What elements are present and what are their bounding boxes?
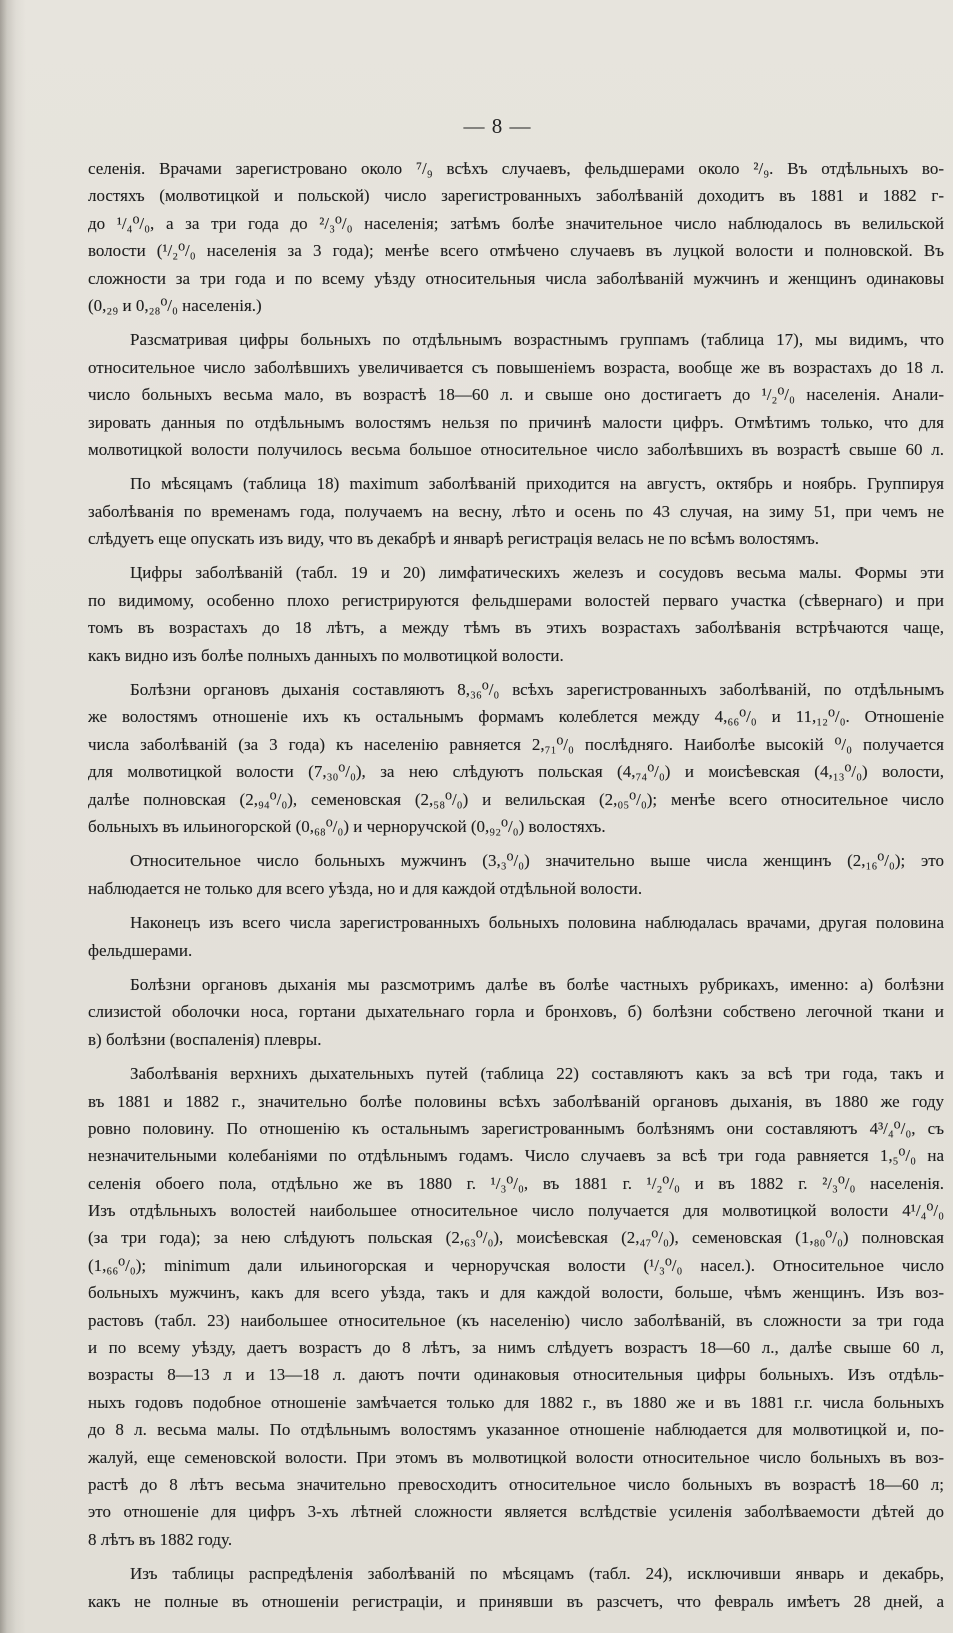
text-line: (за три года); за нею слѣдуютъ польская (2,₆₃⁰/₀), моисѣевская (2,₄₇⁰/₀), семеновская (1,₈₀⁰/₀) полновская xyxy=(88,1228,944,1248)
text-line: же волостямъ отношеніе ихъ къ остальнымъ формамъ колеблется между 4,₆₆⁰/₀ и 11,₁₂⁰/₀. Отношеніе xyxy=(88,707,944,727)
text-line: зировать данныя по отдѣльнымъ волостямъ нельзя по причинѣ малости цифръ. Отмѣтимъ только, что для xyxy=(88,412,944,432)
paragraph xyxy=(88,847,944,902)
text-line: больныхъ мужчинъ, какъ для всего уѣзда, такъ и для каждой волости, больше, чѣмъ женщинъ. Изъ воз- xyxy=(88,1283,944,1303)
text-line: Цифры заболѣваній (табл. 19 и 20) лимфатическихъ железъ и сосудовъ весьма малы. Формы эти xyxy=(130,563,944,583)
text-line: жалуй, еще семеновской волости. При этомъ въ молвотицкой волости относительное число больныхъ въ воз- xyxy=(88,1447,944,1467)
text-line: Относительное число больныхъ мужчинъ (3,₃⁰/₀) значительно выше числа женщинъ (2,₁₆⁰/₀); это xyxy=(130,851,944,871)
text-line: и по всему уѣзду, даетъ возрастъ до 8 лѣтъ, за нимъ слѣдуетъ возрастъ 18—60 л., далѣе свыше 60 л, xyxy=(88,1338,944,1358)
text-line: Разсматривая цифры больныхъ по отдѣльнымъ возрастнымъ группамъ (таблица 17), мы видимъ, что xyxy=(130,330,944,350)
text-line: возрасты 8—13 л и 13—18 л. даютъ почти одинаковыя относительныя цифры больныхъ. Изъ отдѣль- xyxy=(88,1365,944,1385)
text-line: (1,₆₆⁰/₀); minimum дали ильиногорская и черноручская волости (¹/₃⁰/₀ насел.). Относительное число xyxy=(88,1255,944,1275)
text-line: незначительными колебаніями по отдѣльнымъ годамъ. Число случаевъ за всѣ три года равняется 1,₅⁰/₀ на xyxy=(88,1146,944,1166)
text-line: Болѣзни органовъ дыханія мы разсмотримъ далѣе въ болѣе частныхъ рубрикахъ, именно: а) болѣзни xyxy=(130,974,944,994)
text-line: (0,₂₉ и 0,₂₈⁰/₀ населенія.) xyxy=(88,295,262,315)
text-line: какъ не полные въ отношеніи регистраціи, и принявши въ разсчетъ, что февраль имѣетъ 28 дней, а xyxy=(88,1591,944,1611)
text-line: слизистой оболочки носа, гортани дыхательнаго горла и бронховъ, б) болѣзни собствено легочной ткани и xyxy=(88,1002,944,1022)
text-line: наблюдается не только для всего уѣзда, но и для каждой отдѣльной волости. xyxy=(88,878,643,898)
text-line: растовъ (табл. 23) наибольшее относительное (къ населенію) число заболѣваній, въ сложности за три года xyxy=(88,1310,944,1330)
text-line: волости (¹/₂⁰/₀ населенія за 3 года); менѣе всего отмѣчено случаевъ въ луцкой волости и полновской. Въ xyxy=(88,241,944,261)
text-line: Заболѣванія верхнихъ дыхательныхъ путей (таблица 22) составляютъ какъ за всѣ три года, такъ и xyxy=(130,1064,944,1084)
text-line: до ¹/₄⁰/₀, а за три года до ²/₃⁰/₀ населенія; затѣмъ болѣе значительное число наблюдалось въ велильской xyxy=(88,213,944,233)
document-body xyxy=(88,155,944,1622)
paragraph xyxy=(88,326,944,463)
text-line: Изъ таблицы распредѣленія заболѣваній по мѣсяцамъ (табл. 24), исключивши январь и декабрь, xyxy=(130,1564,944,1584)
text-line: до 8 л. весьма малы. По отдѣльнымъ волостямъ указанное отношеніе наблюдается для молвотицкой и, по- xyxy=(88,1420,944,1440)
text-line: ныхъ годовъ подобное отношеніе замѣчается только для 1882 г., въ 1880 же и въ 1881 г.г. числа больныхъ xyxy=(88,1392,944,1412)
text-line: сложности за три года и по всему уѣзду относительныя числа заболѣваній мужчинъ и женщинъ одинаковы xyxy=(88,268,944,288)
paragraph xyxy=(88,1560,944,1615)
text-line: Наконецъ изъ всего числа зарегистрованныхъ больныхъ половина наблюдалась врачами, другая половина xyxy=(130,913,944,933)
text-line: Болѣзни органовъ дыханія составляютъ 8,₃₆⁰/₀ всѣхъ зарегистрованныхъ заболѣваній, по отдѣльнымъ xyxy=(130,680,944,700)
text-line: селенія обоего пола, отдѣльно же въ 1880 г. ¹/₃⁰/₀, въ 1881 г. ¹/₂⁰/₀ и въ 1882 г. ²/₃⁰/₀ населенія. xyxy=(88,1173,944,1193)
text-line: заболѣванія по временамъ года, получаемъ на весну, лѣто и осень по 43 случая, на зиму 51, при чемъ не xyxy=(88,501,944,521)
text-line: лостяхъ (молвотицкой и польской) число зарегистрованныхъ заболѣваній доходитъ въ 1881 и 1882 г- xyxy=(88,186,944,206)
page-number: — 8 — xyxy=(463,114,532,138)
text-line: ровно половину. По отношенію къ остальнымъ зарегистрованнымъ болѣзнямъ они составляютъ 4³/₄⁰/₀, съ xyxy=(88,1118,944,1138)
text-line: По мѣсяцамъ (таблица 18) maximum заболѣваній приходится на августъ, октябрь и ноябрь. Группируя xyxy=(130,474,944,494)
text-line: молвотицкой волости получилось весьма большое относительное число заболѣвшихъ въ возрастѣ свыше 60 л. xyxy=(88,439,944,459)
paragraph xyxy=(88,559,944,669)
text-line: далѣе полновская (2,₉₄⁰/₀), семеновская (2,₅₈⁰/₀) и велильская (2,₀₅⁰/₀); менѣе всего относительное число xyxy=(88,789,944,809)
text-line: фельдшерами. xyxy=(88,940,193,960)
paragraph xyxy=(88,971,944,1053)
text-line: селенія. Врачами зарегистровано около ⁷/₉ всѣхъ случаевъ, фельдшерами около ²/₉. Въ отдѣльныхъ во- xyxy=(88,159,944,178)
text-line: для молвотицкой волости (7,₃₀⁰/₀), за нею слѣдуютъ польская (4,₇₄⁰/₀) и моисѣевская (4,₁₃⁰/₀) волости, xyxy=(88,762,944,782)
text-line: числа заболѣваній (за 3 года) къ населенію равняется 2,₇₁⁰/₀ послѣдняго. Наиболѣе высокій ⁰/₀ получается xyxy=(88,734,944,754)
text-line: растѣ до 8 лѣтъ весьма значительно превосходитъ относительное число больныхъ въ возрастѣ 18—60 л; xyxy=(88,1474,944,1494)
paragraph xyxy=(88,155,944,319)
paragraph xyxy=(88,470,944,552)
text-line: относительное число заболѣвшихъ увеличивается съ повышеніемъ возраста, вообще же въ возрастахъ до 18 л. xyxy=(88,357,944,377)
text-line: это отношеніе для цифръ 3-хъ лѣтней сложности является вслѣдствіе усиленія заболѣваемости дѣтей до xyxy=(88,1502,944,1522)
text-line: 8 лѣтъ въ 1882 году. xyxy=(88,1529,233,1549)
text-line: въ 1881 и 1882 г., значительно болѣе половины всѣхъ заболѣваній органовъ дыханія, въ 1880 же году xyxy=(88,1091,944,1111)
text-line: число больныхъ весьма мало, въ возрастѣ 18—60 л. и свыше оно достигаетъ до ¹/₂⁰/₀ населенія. Анали- xyxy=(88,385,944,405)
text-line: томъ въ возрастахъ до 18 лѣтъ, а между тѣмъ въ этихъ возрастахъ заболѣванія встрѣчаются чаще, xyxy=(88,618,944,638)
text-line: Изъ отдѣльныхъ волостей наибольшее относительное число получается для молвотицкой волости 4¹/₄⁰/₀ xyxy=(88,1201,944,1221)
text-line: слѣдуетъ еще опускать изъ виду, что въ декабрѣ и январѣ регистрація велась не по всѣмъ волостямъ. xyxy=(88,529,820,549)
text-line: больныхъ въ ильиногорской (0,₆₈⁰/₀) и черноручской (0,₉₂⁰/₀) волостяхъ. xyxy=(88,816,606,836)
text-line: по видимому, особенно плохо регистрируются фельдшерами волостей перваго участка (сѣвернаго) и при xyxy=(88,590,944,610)
text-line: какъ видно изъ болѣе полныхъ данныхъ по молвотицкой волости. xyxy=(88,645,564,665)
text-line: в) болѣзни (воспаленія) плевры. xyxy=(88,1029,322,1049)
paragraph xyxy=(88,909,944,964)
paragraph xyxy=(88,676,944,840)
paragraph xyxy=(88,1060,944,1553)
